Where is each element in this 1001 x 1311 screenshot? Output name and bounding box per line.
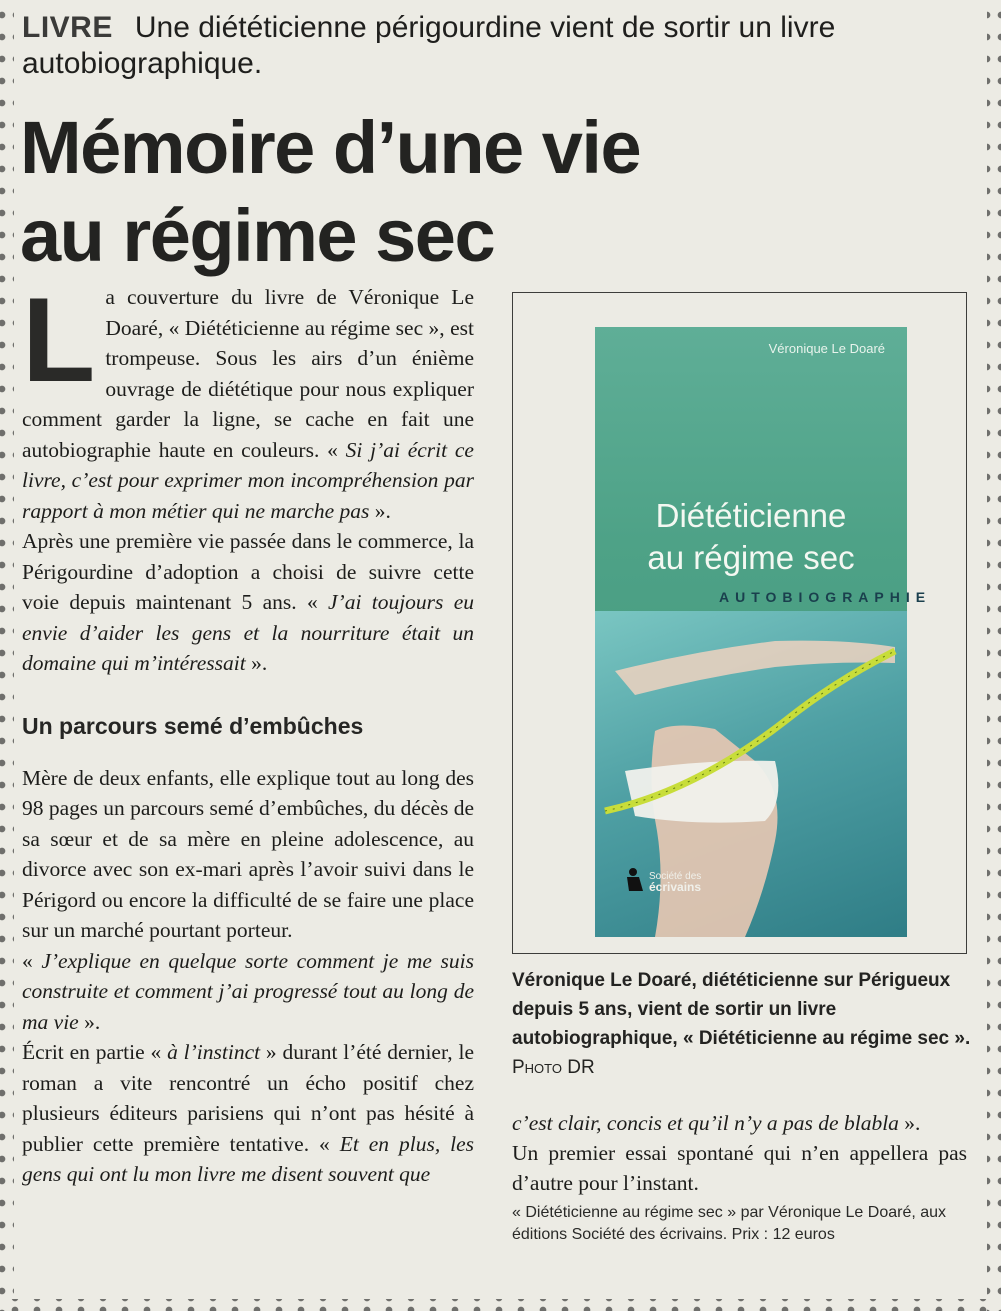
book-reference: « Diététicienne au régime sec » par Véronique Le Doaré, aux éditions Société des écrivains. Prix : 12 euros [512, 1204, 947, 1243]
cover-title-line-2: au régime sec [647, 539, 855, 576]
subheading: Un parcours semé d’embûches [22, 712, 364, 739]
article-column-left [22, 273, 475, 1190]
quote: Si j’ai écrit ce livre, c’est pour exprimer mon incompréhension par rapport à mon métier qui ne marche pas [22, 437, 474, 523]
kicker-text: Une diététicienne périgourdine vient de sortir un livre autobiographique. [22, 11, 836, 80]
paragraph-1-text: a couverture du livre de Véronique Le Doaré, « Diététicienne au régime sec », est trompeuse. Sous les airs d’un énième ouvrage de diététique pour nous expliquer comment garder la ligne, se cache en fait une autobiographie haute en couleurs. « [22, 285, 474, 462]
paragraph-4-end: ». [78, 1009, 101, 1034]
paragraph-5 [22, 1037, 474, 1190]
article-column-right [512, 1108, 967, 1246]
quote: Et en plus, les gens qui ont lu mon livre me disent souvent que [22, 1131, 475, 1186]
cover-subtitle: AUTOBIOGRAPHIE [719, 589, 932, 605]
torn-edge-left [0, 0, 14, 1311]
photo-caption [512, 966, 972, 1082]
quote: à l’instinct [167, 1040, 261, 1064]
paragraph-6-end: ». [898, 1111, 921, 1135]
headline [20, 104, 780, 280]
publisher-name-line-1: Société des [649, 871, 702, 882]
publisher-name-line-2: écrivains [649, 880, 702, 894]
publisher-logo [649, 871, 701, 893]
paragraph-7: Un premier essai spontané qui n’en appellera pas d’autre pour l’instant. [512, 1141, 967, 1195]
quote: J’ai toujours eu envie d’aider les gens et la nourriture était un domaine qui m’intéressait [22, 590, 474, 675]
paragraph-5-text-2: » durant l’été dernier, le roman a vite rencontré un écho positif chez plusieurs éditeurs parisiens qui n’ont pas hésité à publier cette première tentative. « [22, 1040, 474, 1156]
kicker [22, 10, 972, 82]
paragraph-2 [22, 526, 474, 679]
quote: J’explique en quelque sorte comment je me suis construite et comment j’ai progressé tout au long de ma vie [22, 948, 474, 1034]
photo-frame [512, 292, 967, 954]
cover-title [595, 495, 907, 579]
torn-edge-right [987, 0, 1001, 1311]
photo-credit: Photo DR [512, 1057, 595, 1078]
paragraph-4-open: « [22, 948, 42, 973]
writer-figure-icon [625, 867, 645, 893]
paragraph-1 [22, 273, 474, 526]
headline-line-2: au régime sec [20, 194, 495, 277]
paragraph-6 [512, 1108, 967, 1138]
torn-edge-bottom [0, 1299, 1001, 1311]
caption-text: Véronique Le Doaré, diététicienne sur Périgueux depuis 5 ans, vient de sortir un livre autobiographique, « Diététicienne au régime sec ». [512, 970, 971, 1049]
paragraph-2-text: Après une première vie passée dans le commerce, la Périgourdine d’adoption a choisi de suivre cette voie depuis maintenant 5 ans. « [22, 529, 474, 614]
paragraph-4 [22, 946, 474, 1038]
paragraph-3: Mère de deux enfants, elle explique tout au long des 98 pages un parcours semé d’embûches, du décès de sa sœur et de sa mère en pleine adolescence, au divorce avec son ex-mari après l’avoir suivi dans le Périgord ou encore la difficulté de se faire une place sur un marché pourtant porteur. [22, 765, 474, 942]
cover-author: Véronique Le Doaré [768, 341, 885, 356]
paragraph-2-end: ». [245, 651, 268, 675]
headline-line-1: Mémoire d’une vie [20, 106, 641, 189]
book-cover [595, 327, 932, 937]
drop-cap: L [22, 273, 96, 407]
rubric-label: LIVRE [22, 11, 113, 44]
paragraph-1-end: ». [369, 498, 391, 523]
quote: c’est clair, concis et qu’il n’y a pas de blabla [512, 1111, 899, 1135]
paragraph-5-text: Écrit en partie « [22, 1040, 168, 1064]
cover-title-line-1: Diététicienne [655, 497, 847, 534]
